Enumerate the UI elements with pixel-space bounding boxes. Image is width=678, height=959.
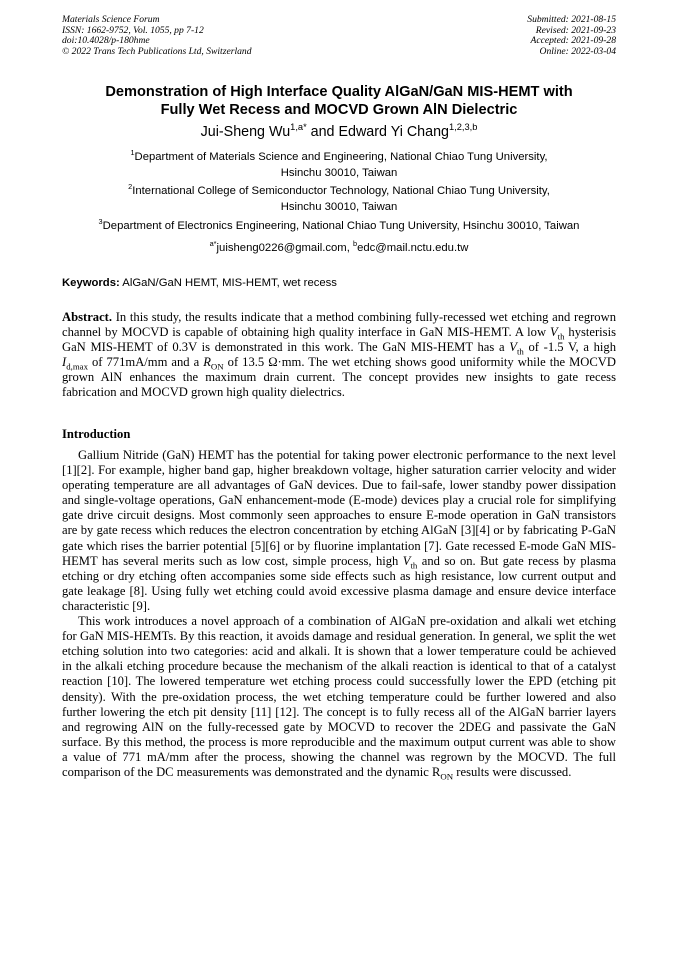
paragraph-1-text-a: Gallium Nitride (GaN) HEMT has the potential for taking power electronic performance to the next level [1][2]. For example, higher band gap, higher breakdown voltage, higher saturation carrier velocity and wider operating temperature are all advantages of GaN devices. Due to fail-safe, lower standby power dissipation and single-voltage operations, GaN enhancement-mode (E-mode) devices play a crucial role for simplifying gate drive circuit designs. Most commonly seen approaches to ensure E-mode operation in GaN transistors are by gate recess which reduces the electron concentration by etching AlGaN [3][4] or by fabricating P-GaN gate which rises the barrier potential [5][6] or by fluorine implantation [7]. Gate recessed E-mode GaN MIS-HEMT has several merits such as low cost, simple process, high (62, 448, 616, 568)
symbol-vth-sub: th (557, 331, 565, 342)
symbol-ron: R (203, 355, 211, 370)
affiliation-1-mark: 1 (130, 148, 135, 158)
email-separator: , (346, 242, 353, 254)
author-1: Jui-Sheng Wu (200, 124, 291, 140)
affiliation-3-mark: 3 (98, 217, 103, 227)
abstract-text-1: In this study, the results indicate that a method combining fully-recessed wet etching and regrown channel by MOCVD is capable of obtaining high quality interface in GaN MIS-HEMT. A low (62, 310, 616, 340)
title-line-2: Fully Wet Recess and MOCVD Grown AlN Dielectric (160, 102, 518, 118)
affiliation-2-line-2: Hsinchu 30010, Taiwan (280, 200, 398, 213)
abstract-text-2: hysterisis GaN MIS-HEMT of 0.3V is demonstrated in this work. The GaN MIS-HEMT has a (62, 325, 616, 355)
paper-title (40, 83, 638, 119)
symbol-vth-sub: th (516, 346, 524, 357)
symbol-vth: V (509, 340, 517, 355)
paragraph (62, 448, 616, 614)
email-a-mark: a* (209, 239, 217, 249)
abstract (62, 310, 616, 401)
date-online: Online: 2022-03-04 (539, 46, 616, 58)
symbol-vth: V (549, 325, 558, 340)
affiliation-1-line-2: Hsinchu 30010, Taiwan (280, 166, 398, 179)
symbol-ron: R (432, 764, 441, 779)
symbol-ron-sub: ON (440, 771, 454, 782)
author-2: Edward Yi Chang (338, 124, 449, 140)
date-accepted: Accepted: 2021-09-28 (530, 35, 616, 47)
section-heading-introduction: Introduction (62, 427, 131, 441)
author-list (40, 123, 638, 141)
abstract-text-4: of 771mA/mm and a (88, 355, 204, 370)
affiliation-2-line-1: International College of Semiconductor Technology, National Chiao Tung University, (132, 185, 550, 197)
affiliation-2 (40, 184, 638, 215)
abstract-label: Abstract. (62, 310, 113, 324)
paragraph-1-text-b: and so on. But gate recess by plasma etching or dry etching often accompanies some side effects such as high resistance, low current output and gate leakage [8]. Using fully wet etching could avoid excessive plasma damage and ensure device interface characteristic [9]. (62, 553, 616, 613)
date-revised: Revised: 2021-09-23 (535, 24, 616, 36)
author-1-affiliation-mark: 1,a* (290, 122, 307, 133)
affiliation-2-mark: 2 (128, 182, 133, 192)
symbol-ron-sub: ON (210, 361, 224, 372)
keywords-label: Keywords: (62, 277, 120, 289)
email-a: juisheng0226@gmail.com (216, 242, 347, 254)
paragraph-2-text-b: results were discussed. (453, 764, 572, 779)
symbol-id-max-sub: d,max (66, 361, 88, 372)
abstract-text-5: of 13.5 Ω·mm. The wet etching shows good uniformity while the MOCVD grown AlN enhances the maximum drain current. The concept provides new insights to gate recess fabrication and MOCVD grown high quality dielectrics. (62, 355, 616, 400)
journal-header (62, 15, 252, 58)
journal-name: Materials Science Forum (62, 14, 160, 25)
keywords-text: AlGaN/GaN HEMT, MIS-HEMT, wet recess (119, 277, 337, 289)
symbol-vth: V (402, 553, 411, 568)
journal-issn: ISSN: 1662-9752, Vol. 1055, pp 7-12 (62, 24, 204, 36)
paragraph-2-text-a: This work introduces a novel approach of a combination of AlGaN pre-oxidation and alkali wet etching for GaN MIS-HEMTs. By this reaction, it avoids damage and residual generation. In general, we split the wet etching solution into two categories: acid and alkali. It is shown that a lower temperature could be achieved in the alkali etching procedure because the mechanism of the alkali reaction is identical to that of a catalyst reaction [10]. The lowered temperature wet etching process could successfully lower the EPD (etching pit density). With the pre-oxidation process, the wet etching temperature could be further lowered and also further lowering the etch pit density [11] [12]. The concept is to fully recess all of the AlGaN barrier layers and regrowing AlN on the fully-recessed gate by MOCVD to recover the 2DEG and passivate the GaN surface. By this method, the process is more reproducible and the maximum output current was able to show a value of 771 mA/mm after the process, showing the channel was regrown by the MOCVD. The full comparison of the DC measurements was demonstrated and the dynamic (62, 614, 616, 779)
date-submitted: Submitted: 2021-08-15 (527, 14, 616, 25)
author-2-affiliation-mark: 1,2,3,b (448, 122, 478, 133)
email-b-mark: b (353, 239, 358, 249)
title-line-1: Demonstration of High Interface Quality AlGaN/GaN MIS-HEMT with (105, 84, 573, 100)
affiliation-1-line-1: Department of Materials Science and Engineering, National Chiao Tung University, (134, 151, 548, 163)
affiliation-1 (40, 150, 638, 181)
paragraph (62, 614, 616, 780)
author-conjunction: and (306, 124, 339, 140)
symbol-id-max: I (62, 355, 67, 370)
symbol-vth-sub: th (410, 560, 418, 571)
dates-header (527, 15, 616, 58)
journal-copyright: © 2022 Trans Tech Publications Ltd, Switzerland (62, 46, 252, 58)
author-emails (40, 241, 638, 256)
email-b: edc@mail.nctu.edu.tw (357, 242, 469, 254)
affiliation-3-line-1: Department of Electronics Engineering, National Chiao Tung University, Hsinchu 30010, Taiwan (102, 220, 580, 232)
abstract-text-3: of -1.5 V, a high (523, 340, 616, 355)
affiliation-3 (40, 219, 638, 235)
journal-doi: doi:10.4028/p-180hme (62, 35, 150, 47)
keywords (62, 276, 616, 291)
introduction-body (62, 448, 616, 780)
